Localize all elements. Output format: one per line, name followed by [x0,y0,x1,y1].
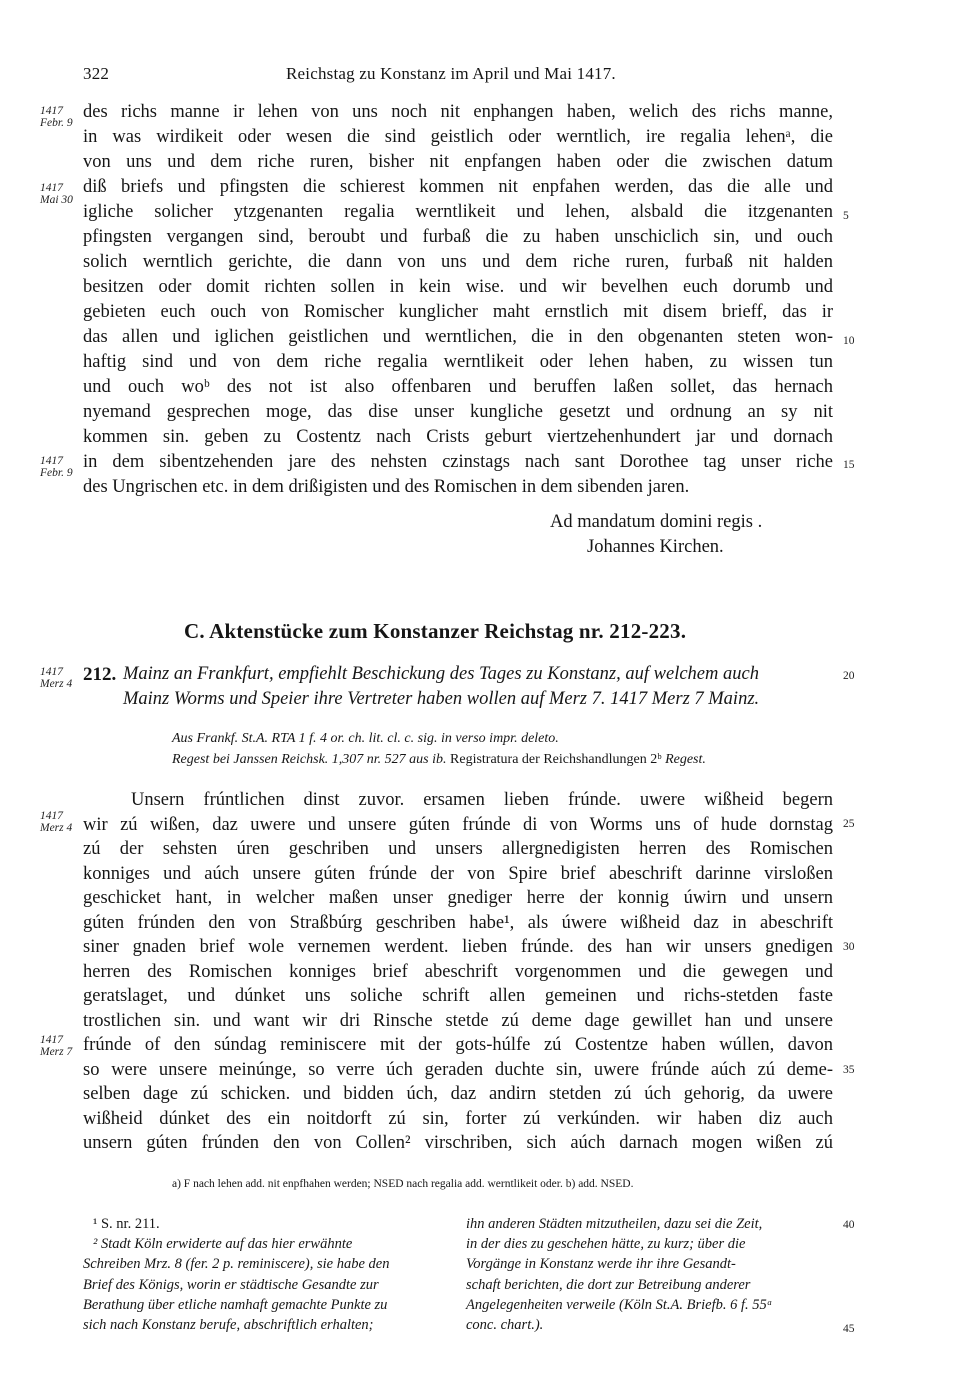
text-line: nyemand gesprechen moge, das dise unser kungliche gesetzt und ordnung an sy nit [83,402,833,422]
line-number: 25 [843,818,855,830]
text-line: des richs manne ir lehen von uns noch nit enphangen haben, welich des richs manne, [83,102,833,122]
source-line-2: Regest bei Janssen Reichsk. 1,307 nr. 527 aus ib. Registratura der Reichshandlungen 2ᵇ Regest. [172,752,706,767]
text-line: kommen sin. geben zu Costentz nach Crists geburt viertzehenhundert jar und dornach [83,427,833,447]
text-line: gebieten euch ouch von Romischer kunglicher maht ernstlich mit disem brieff, das ir [83,302,833,322]
text-line: trostlichen sin. und want wir dri Rinsche stetde zú deme dage gewillet han und unsere [83,1010,833,1031]
line-number: 35 [843,1064,855,1076]
text-line: geratslaget, und dúnket uns soliche schrift allen gemeinen und richs-stetden faste [83,986,833,1006]
text-line: wißheid dúnket des ein noitdorft zú sin, forter zú verkúnden. wir haben diz auch [83,1108,833,1129]
text-line: das allen und iglichen geistlichen und werntlichen, die in den obgenanten steten won- [83,327,833,347]
line-number: 30 [843,941,855,953]
running-title: Reichstag zu Konstanz im April und Mai 1417. [286,64,616,83]
text-line: igliche solicher ytzgenanten regalia werntlikeit und lehen, alsbald die itzgenanten [83,202,833,222]
document-number: 212. [83,664,117,685]
section-heading: C. Aktenstücke zum Konstanzer Reichstag nr. 212-223. [184,619,687,643]
text-line: geschicket hant, in welcher maßen unser gnediger herre der konnig úwirn und unsern [83,888,833,908]
source-line-1: Aus Frankf. St.A. RTA 1 f. 4 or. ch. lit. cl. c. sig. in verso impr. deleto. [172,731,559,746]
text-line: herren des Romischen konniges brief abeschrift vorgenommen und die gewegen und [83,961,833,982]
text-line: diß briefs und pfingsten die schierest kommen nit enpfahen werden, das die alle und [83,177,833,197]
text-line: haftig sind und von dem riche regalia werntlikeit oder lehen haben, zu wissen tun [83,352,833,372]
margin-date: 1417 Febr. 9 [40,455,73,479]
text-line: Unsern frúntlichen dinst zuvor. ersamen lieben frúnde. uwere wißheid begern [131,790,833,810]
apparatus-footnotes: a) F nach lehen add. nit enpfhahen werden; NSED nach regalia add. werntlikeit oder. b) add. NSED. [172,1178,634,1190]
text-line: wir zú wißen, daz uwere und unsere gúten frúnde di von Worms uns of hude dornstag [83,814,833,835]
page-number: 322 [83,64,110,83]
margin-date: 1417 Mai 30 [40,182,73,206]
text-line: von uns und dem riche ruren, bisher nit enpfangen haben oder die zwischen datum [83,152,833,172]
text-line: besitzen oder domit richten sollen in kein wise. und wir bevelhen euch dorumb und [83,277,833,297]
document-title-line-2: Mainz Worms und Speier ihre Vertreter haben wollen auf Merz 7. 1417 Merz 7 Mainz. [123,689,760,709]
text-line: selben dage zú schicken. und bidden úch, daz andirn stetden zú úch gehorig, da uwere [83,1084,833,1104]
margin-date: 1417 Merz 4 [40,810,73,834]
text-line: frúnde of den súndag reminiscere mit der gots-húlfe zú Costentze haben wúllen, davon [83,1035,833,1055]
text-line: so were unsere meinúnge, so verre úch geraden duchte sin, uwere frúnde aúch zú deme- [83,1059,833,1080]
text-line: konniges und aúch unsere gúten frúnde der von Spire brief abeschrift darinne virsloßen [83,863,833,884]
signature-line-2: Johannes Kirchen. [587,537,724,557]
line-number: 20 [843,670,855,682]
text-line: und ouch woᵇ des not ist also offenbaren und beruffen laßen sollet, das hernach [83,377,833,397]
text-line: zú der sehsten úren geschriben und unsers allergnedigisten herren des Romischen [83,839,833,859]
text-line: gúten frúnden den von Straßbúrg geschriben habe¹, als úwere wißheid daz in abeschrift [83,912,833,933]
footnote-left: ¹ S. nr. 211. ² Stadt Köln erwiderte auf das hier erwähnte Schreiben Mrz. 8 (fer. 2 p. reminiscere), sie habe den Brief des Königs, worin er städtische Gesandte zur Berathung über etliche namhaft gemachte Punkte zu sich nach Konstanz berufe, abschriftlich erhalten; [83,1216,390,1334]
margin-date: 1417 Febr. 9 [40,105,73,129]
text-line: in was wirdikeit oder wesen die sind geistlich oder werntlich, ire regalia lehenᵃ, die [83,127,833,147]
line-number: 40 [843,1219,855,1231]
line-number: 45 [843,1323,855,1335]
text-line: unsern gúten frúnden den von Collen² virschriben, sich aúch darnach mogen wißen zú [83,1133,833,1153]
text-line: in dem sibentzehenden jare des nehsten czinstags nach sant Dorothee tag unser riche [83,452,833,472]
line-number: 15 [843,459,855,471]
text-line: des Ungrischen etc. in dem drißigisten und des Romischen in dem sibenden jaren. [83,477,690,497]
text-line: pfingsten vergangen sind, beroubt und furbaß die zu haben unschiclich sin, und ouch [83,227,833,247]
line-number: 5 [843,210,849,222]
margin-date: 1417 Merz 7 [40,1034,73,1058]
text-line: siner gnaden brief wole vernemen werdent. lieben frúnde. des han wir unsers gnedigen [83,937,833,957]
signature-line-1: Ad mandatum domini regis . [550,512,763,532]
margin-date: 1417 Merz 4 [40,666,73,690]
text-line: solich werntlich gerichte, die dann von uns und dem riche ruren, furbaß nit halden [83,252,833,272]
document-title-line-1: Mainz an Frankfurt, empfiehlt Beschickung des Tages zu Konstanz, auf welchem auch [123,664,759,684]
footnote-right: ihn anderen Städten mitzutheilen, dazu sei die Zeit, in der dies zu geschehen hätte, zu kurz; über die Vorgänge in Konstanz werde ihr ihre Gesandt- schaft berichten, die dort zur Betreibung anderer Angelegenheiten verweile (Köln St.A. Briefb. 6 f. 55ᵃ conc. chart.). [466,1216,773,1334]
line-number: 10 [843,335,855,347]
